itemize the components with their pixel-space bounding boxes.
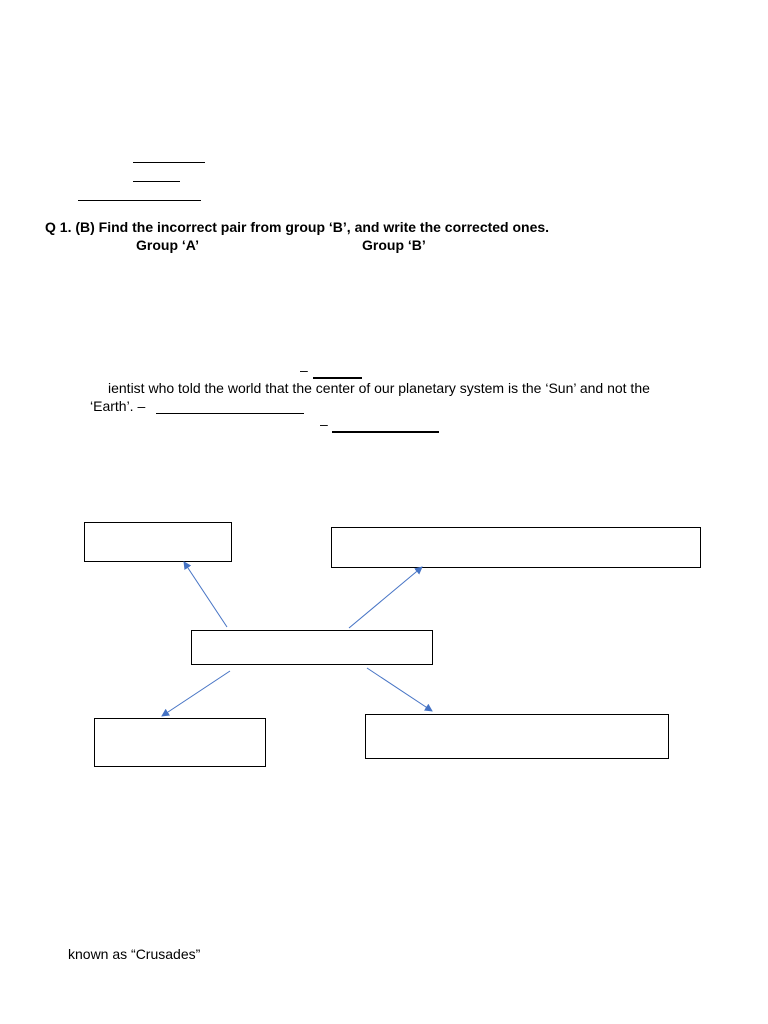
- group-a-label: Group ‘A’: [136, 237, 199, 253]
- arrow-to-top-right: [349, 567, 422, 628]
- scientist-question-line-1: ientist who told the world that the center of our planetary system is the ‘Sun’ and not the: [108, 380, 650, 396]
- arrow-to-top-left: [184, 562, 227, 627]
- scientist-question-line-2: ‘Earth’. –: [90, 398, 146, 414]
- question-heading: Q 1. (B) Find the incorrect pair from group ‘B’, and write the corrected ones.: [45, 219, 550, 235]
- group-b-label: Group ‘B’: [362, 237, 426, 253]
- arrow-to-bottom-right: [367, 668, 432, 711]
- arrow-to-bottom-left: [162, 671, 230, 716]
- crusades-text: known as “Crusades”: [68, 946, 201, 962]
- dash-2: –: [320, 416, 328, 432]
- dash-1: –: [300, 362, 308, 378]
